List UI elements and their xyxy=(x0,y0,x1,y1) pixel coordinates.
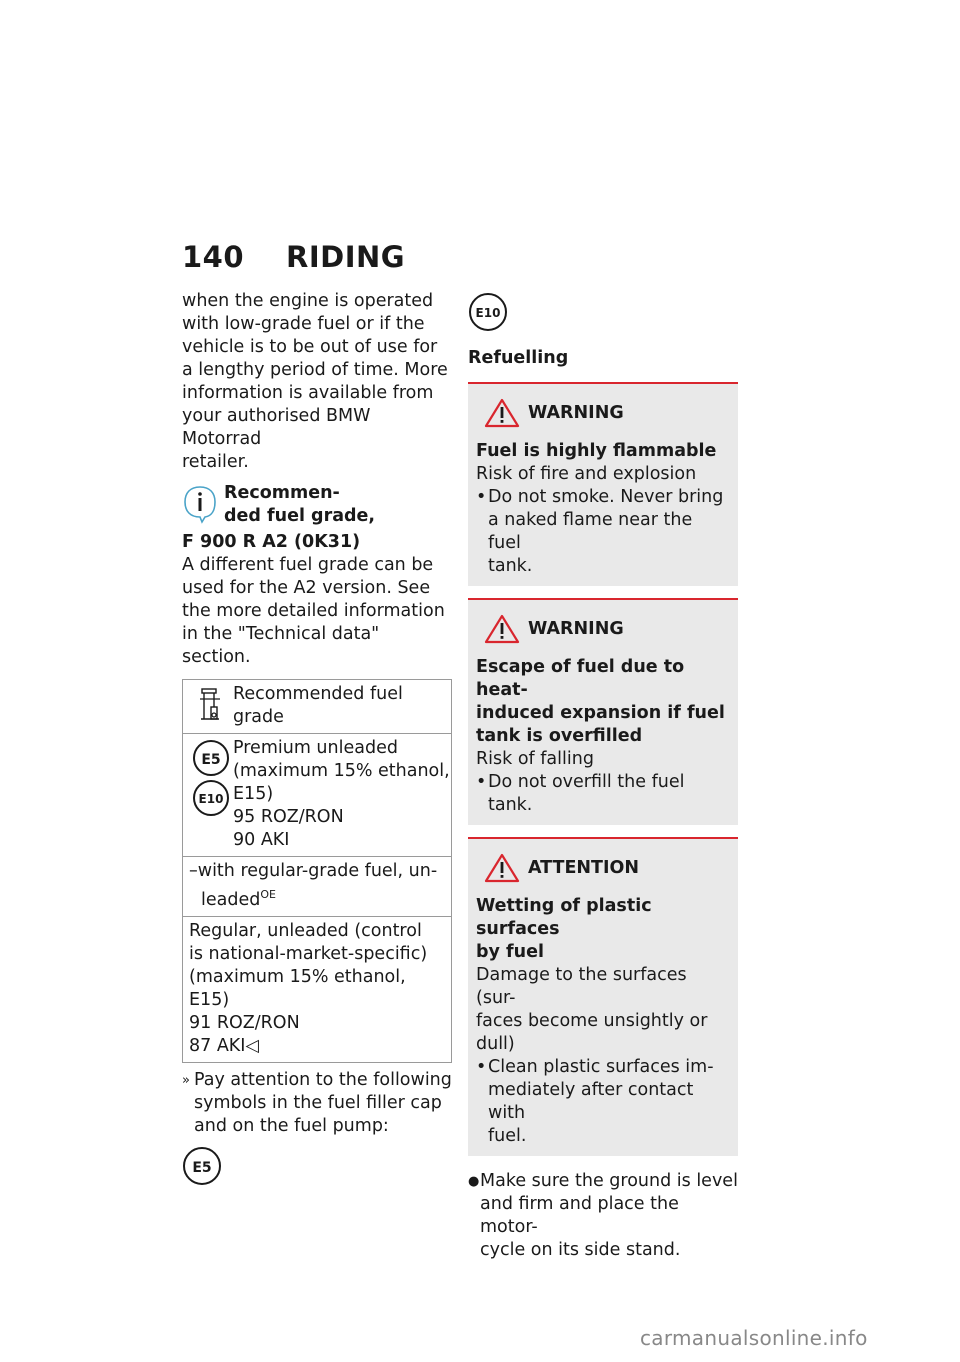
warning-triangle-icon xyxy=(484,614,520,644)
intro-line: your authorised BMW Motorrad xyxy=(182,406,371,449)
step-line: and on the fuel pump: xyxy=(194,1115,389,1136)
left-column xyxy=(182,290,452,1193)
bullet-line: mediately after contact with xyxy=(488,1080,694,1123)
bullet-line: fuel. xyxy=(488,1126,527,1146)
premium-line: 95 ROZ/RON xyxy=(233,807,344,827)
info-title-line: Recommen- xyxy=(224,483,340,503)
list-item: • Clean plastic surfaces im- mediately after contact with fuel. xyxy=(476,1056,730,1148)
info-title-line: ded fuel grade, xyxy=(224,506,376,526)
callout-label: WARNING xyxy=(528,402,624,423)
info-note xyxy=(182,482,452,531)
table-row xyxy=(183,917,451,1062)
info-body-line: used for the A2 version. See xyxy=(182,578,431,598)
step-line: symbols in the fuel filler cap xyxy=(194,1092,442,1113)
step-marker: » xyxy=(182,1072,190,1088)
section-title: RIDING xyxy=(286,240,406,274)
e10-badge-label: E10 xyxy=(198,792,224,806)
e10-badge-icon xyxy=(192,779,230,817)
action-line: and firm and place the motor- xyxy=(480,1194,679,1237)
info-body-line: A different fuel grade can be xyxy=(182,555,434,575)
oe-superscript: OE xyxy=(260,888,276,901)
action-marker: ● xyxy=(468,1174,480,1189)
info-icon xyxy=(182,482,224,531)
intro-line: information is available from xyxy=(182,383,434,403)
fuel-grade-table xyxy=(182,679,452,1063)
end-mark: ◁ xyxy=(245,1035,259,1056)
callout-risk: faces become unsightly or xyxy=(476,1011,708,1031)
regular-last: 87 AKI xyxy=(189,1035,246,1056)
action-line: Make sure the ground is level xyxy=(480,1171,738,1191)
warning-callout xyxy=(468,598,738,825)
intro-paragraph xyxy=(182,290,452,474)
warning-triangle-icon xyxy=(484,853,520,883)
alt-grade-line: –with regular-grade fuel, un- xyxy=(189,861,438,881)
table-row xyxy=(183,680,451,734)
e5-symbol-icon xyxy=(182,1146,222,1186)
step-line: Pay attention to the following xyxy=(194,1069,452,1090)
callout-title: induced expansion if fuel xyxy=(476,703,725,723)
regular-line: (maximum 15% ethanol, xyxy=(189,966,406,987)
callout-risk: dull) xyxy=(476,1034,515,1054)
callout-risk: Risk of fire and explosion xyxy=(476,464,697,484)
intro-line: when the engine is operated xyxy=(182,291,434,311)
regular-line xyxy=(189,1035,445,1058)
action-step xyxy=(468,1170,738,1262)
info-model: F 900 R A2 (0K31) xyxy=(182,532,361,552)
alt-grade-line xyxy=(189,883,445,912)
callout-title: by fuel xyxy=(476,942,544,962)
premium-line: E15) xyxy=(233,784,274,804)
regular-line: E15) xyxy=(189,989,230,1010)
intro-line: retailer. xyxy=(182,452,249,472)
alt-grade-text: leaded xyxy=(201,889,261,910)
e5-badge-label: E5 xyxy=(201,752,221,768)
regular-line: Regular, unleaded (control xyxy=(189,920,422,941)
callout-label: ATTENTION xyxy=(528,857,640,878)
warning-triangle-icon xyxy=(484,398,520,428)
bullet-line: a naked flame near the fuel xyxy=(488,510,693,553)
premium-line: 90 AKI xyxy=(233,830,290,850)
section-heading: Refuelling xyxy=(468,348,569,368)
premium-line: Premium unleaded xyxy=(233,738,398,758)
callout-title: Escape of fuel due to heat- xyxy=(476,657,685,700)
table-row xyxy=(183,857,451,917)
page-header xyxy=(182,240,405,274)
bullet-line: Do not overfill the fuel tank. xyxy=(488,772,685,815)
table-header-line: grade xyxy=(233,707,284,727)
fuel-pump-icon xyxy=(189,683,233,729)
action-line: cycle on its side stand. xyxy=(480,1240,681,1260)
attention-callout xyxy=(468,837,738,1156)
info-body-line: the more detailed information xyxy=(182,601,445,621)
right-column xyxy=(468,292,738,1262)
e10-symbol-icon xyxy=(468,292,508,332)
list-item: • Do not overfill the fuel tank. xyxy=(476,771,730,817)
callout-risk: Risk of falling xyxy=(476,749,594,769)
callout-title: Wetting of plastic surfaces xyxy=(476,896,652,939)
instruction-step xyxy=(182,1069,452,1138)
e5-symbol-label: E5 xyxy=(192,1159,212,1176)
page-number: 140 xyxy=(182,240,245,274)
callout-risk: Damage to the surfaces (sur- xyxy=(476,965,687,1008)
callout-title: Fuel is highly flammable xyxy=(476,441,717,461)
intro-line: with low-grade fuel or if the xyxy=(182,314,425,334)
e10-symbol-label: E10 xyxy=(475,306,501,320)
bullet-line: tank. xyxy=(488,556,533,576)
intro-line: vehicle is to be out of use for xyxy=(182,337,438,357)
table-header-line: Recommended fuel xyxy=(233,684,403,704)
warning-callout xyxy=(468,382,738,586)
regular-line: 91 ROZ/RON xyxy=(189,1012,300,1033)
bullet-line: Do not smoke. Never bring xyxy=(488,487,724,507)
list-item: • Do not smoke. Never bring a naked flame near the fuel tank. xyxy=(476,486,730,578)
premium-line: (maximum 15% ethanol, xyxy=(233,761,450,781)
e5-badge-icon xyxy=(192,739,230,777)
info-body-line: in the "Technical data" section. xyxy=(182,624,380,667)
table-row xyxy=(183,734,451,857)
bullet-line: Clean plastic surfaces im- xyxy=(488,1057,714,1077)
intro-line: a lengthy period of time. More xyxy=(182,360,448,380)
callout-label: WARNING xyxy=(528,618,624,639)
callout-title: tank is overfilled xyxy=(476,726,643,746)
regular-line: is national-market-specific) xyxy=(189,943,428,964)
watermark-link[interactable]: carmanualsonline.info xyxy=(640,1326,868,1350)
